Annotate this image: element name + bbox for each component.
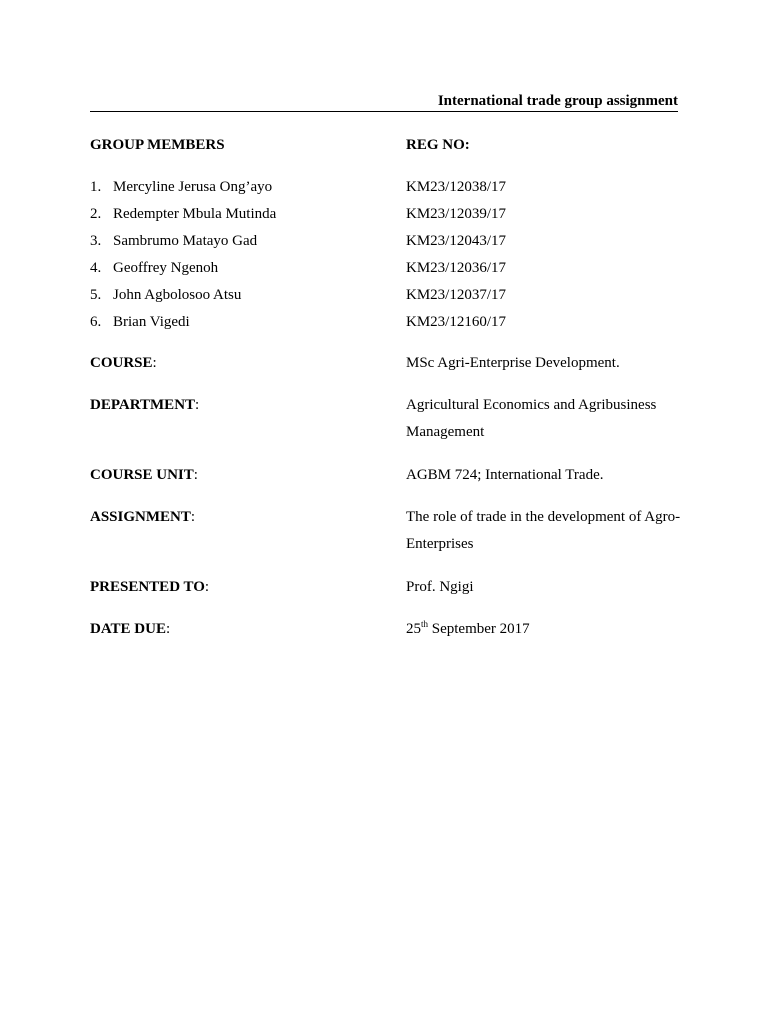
member-reg-no: KM23/12038/17 xyxy=(406,179,507,195)
member-name: Sambrumo Matayo Gad xyxy=(113,233,258,249)
course-unit-label: COURSE UNIT: xyxy=(90,467,198,483)
member-number: 3. xyxy=(90,233,102,249)
member-name: Brian Vigedi xyxy=(113,314,190,330)
course-label: COURSE: xyxy=(90,355,157,371)
member-number: 4. xyxy=(90,260,102,276)
member-name: Mercyline Jerusa Ong’ayo xyxy=(113,179,273,195)
member-reg-no: KM23/12160/17 xyxy=(406,314,507,330)
member-number: 5. xyxy=(90,287,102,303)
presented-to-label: PRESENTED TO: xyxy=(90,579,210,595)
group-members-heading: GROUP MEMBERS xyxy=(90,137,225,153)
member-reg-no: KM23/12036/17 xyxy=(406,260,507,276)
assignment-label: ASSIGNMENT: xyxy=(90,509,196,525)
member-name: Geoffrey Ngenoh xyxy=(113,260,219,276)
assignment-value: The role of trade in the development of Agro-Enterprises xyxy=(406,509,681,552)
member-row xyxy=(90,179,272,196)
member-number: 6. xyxy=(90,314,102,330)
member-row xyxy=(90,260,218,277)
member-reg-no: KM23/12039/17 xyxy=(406,206,507,222)
member-number: 2. xyxy=(90,206,102,222)
reg-no-heading: REG NO: xyxy=(406,137,470,153)
member-row xyxy=(90,206,276,223)
member-name: Redempter Mbula Mutinda xyxy=(113,206,277,222)
header-rule xyxy=(90,111,678,112)
member-row xyxy=(90,233,257,250)
member-row xyxy=(90,287,241,304)
member-name: John Agbolosoo Atsu xyxy=(113,287,242,303)
member-reg-no: KM23/12043/17 xyxy=(406,233,507,249)
member-number: 1. xyxy=(90,179,102,195)
date-due-label: DATE DUE: xyxy=(90,621,171,637)
department-label: DEPARTMENT: xyxy=(90,397,200,413)
header-title: International trade group assignment xyxy=(437,93,678,109)
member-row xyxy=(90,314,190,331)
presented-to-value: Prof. Ngigi xyxy=(406,579,474,595)
member-reg-no: KM23/12037/17 xyxy=(406,287,507,303)
course-value: MSc Agri-Enterprise Development. xyxy=(406,355,620,371)
date-due-value: 25th September 2017 xyxy=(406,619,530,637)
department-value: Agricultural Economics and Agribusiness Management xyxy=(406,397,657,440)
course-unit-value: AGBM 724; International Trade. xyxy=(406,467,604,483)
